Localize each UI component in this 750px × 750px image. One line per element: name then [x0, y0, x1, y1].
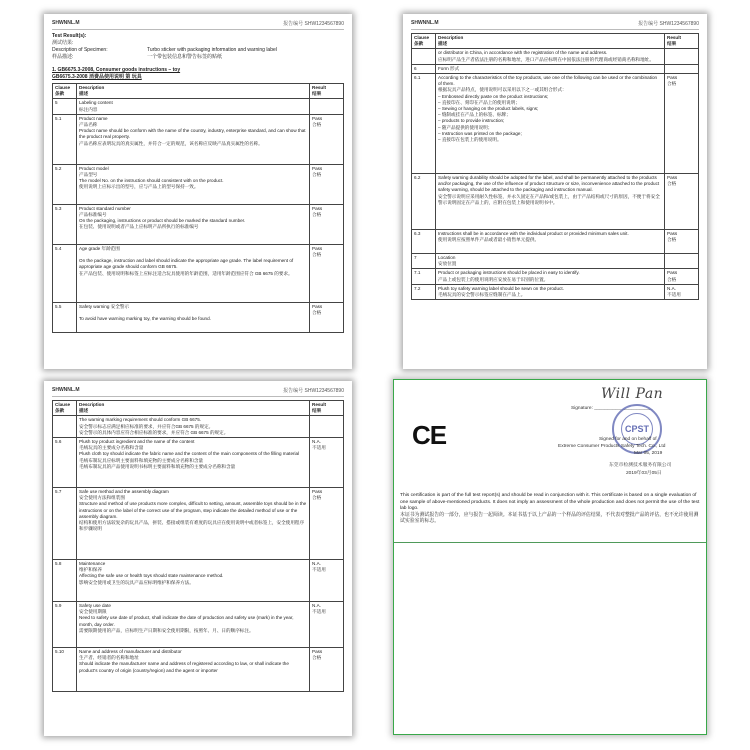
clause-cell: 5.3 [53, 204, 77, 244]
table-row [412, 269, 699, 284]
th-clause: Clause [55, 85, 71, 90]
results-table [411, 33, 699, 300]
certificate-date: Mar 05, 2019 [634, 451, 663, 456]
row-line: Product or packaging instructions should be placed in easy to identify. [438, 270, 580, 276]
table-row [412, 49, 699, 64]
row-line: 需要限期使用的产品，应标明生产日期和安全使用期限，按照年、月、日的顺序标注。 [79, 627, 254, 633]
desc-cn-cell: 产品名称 [79, 122, 98, 128]
table-row [53, 244, 344, 302]
result-cell: Pass [667, 175, 678, 181]
desc-cell: Product name [79, 115, 108, 121]
th-clause: Clause [55, 402, 71, 407]
row-line: Should indicate the manufacturer name and address of registered according to law, or shall indicate the product's country of origin (country/region) and the agent or importer [79, 661, 289, 673]
row-line: Safety use date [79, 603, 111, 609]
row-line: Need to safety use date of product, shall indicate the date of production and safety use (mark) in the year, month, day order. [79, 615, 294, 627]
result-cn-cell: 合格 [667, 181, 677, 187]
header-right: 报告编号 SHW1234567890 [638, 21, 699, 27]
desc-value-cn: 一个带包装信息和警告标签的贴纸 [147, 54, 223, 60]
row-text-cn: 在产品包装、使用说明和标签上应标注适合玩具使用的年龄范围，适用年龄范围应符合 GB 6675 的要求。 [79, 270, 293, 276]
th-result: Result [312, 402, 327, 407]
desc-cell: Age grade [79, 245, 101, 251]
clause-cell: 5.10 [53, 648, 77, 692]
row-line: 安全警示的具体内容应符合相应标准的要求，并应符合 GB 6675 的规定。 [79, 429, 229, 435]
clause-cell: 6 [412, 64, 436, 73]
result-cn-cell: 不适用 [312, 609, 326, 615]
desc-label-cn: 样品描述: [52, 54, 74, 60]
row-line: 安全警示说明应采用耐久性标签，并永久固定在产品和/或包装上，由于产品结构或尺寸的原因，不便于将安全警示说明固定在产品上的，应附在包装上和使用说明书中。 [438, 193, 660, 205]
clause-cell: 7.1 [412, 269, 436, 284]
th-result-cn: 结果 [312, 91, 322, 97]
row-line: 安放位置 [438, 261, 457, 267]
table-row [53, 164, 344, 204]
th-result-cn: 结果 [667, 41, 677, 47]
result-cn-cell: 合格 [312, 212, 322, 218]
th-result-cn: 结果 [312, 408, 322, 414]
result-cell: N.A. [312, 439, 321, 445]
result-cn-cell: 合格 [312, 172, 322, 178]
result-cn-cell: 合格 [312, 310, 322, 316]
table-row [53, 416, 344, 438]
row-text-cn: 使用说明上应标示出的型号，应与产品上的型号保持一致。 [79, 184, 199, 190]
signature-line: Signature: ______________________ [571, 406, 653, 411]
th-desc-cn: 描述 [438, 41, 448, 47]
clause-cell: 7 [412, 254, 436, 269]
row-line: Plush toy product ingredient and the name of the content [79, 439, 195, 445]
clause-cell: 5.7 [53, 488, 77, 560]
result-cell: Pass [667, 231, 678, 237]
row-text: The model No. on the instruction should consistent with on the product. [79, 178, 224, 184]
result-cell: Pass [312, 205, 323, 211]
row-line: 毛绒布制玩具应标明主要面料和填充物的主要成分名称和含量 [79, 457, 204, 463]
header-left: SHWNNL.M [52, 20, 80, 26]
test-meta [52, 33, 344, 61]
ce-mark-icon: CE [412, 420, 447, 450]
row-line: Instructions shall be in accordance with the individual product or provided minimum sales unit. [438, 231, 629, 237]
clause-cell: 6.3 [412, 230, 436, 254]
result-cn-cell: 合格 [312, 495, 322, 501]
disclaimer-cn: 本证书为测试报告的一部分，应与报告一起阅读。本证书基于以上产品的一个样品的评估结果，不代表对整批产品的评估，也不允许使用测试实验室的标志。 [400, 512, 699, 525]
handwritten-signature: Will Pan [601, 386, 664, 402]
result-cell: N.A. [312, 561, 321, 567]
desc-cell: Safety warning [79, 303, 110, 309]
intro-text: or distributor in China, in accordance with the registration of the name and address. [438, 50, 608, 56]
clause-cell: 5.1 [53, 114, 77, 164]
result-cell: Pass [312, 115, 323, 121]
row-line: 毛绒玩具的安全警示标签应缝制在产品上。 [438, 292, 526, 298]
th-desc-cn: 描述 [79, 91, 89, 97]
table-row [53, 560, 344, 602]
desc-label: Description of Specimen: [52, 47, 108, 53]
table-row [53, 602, 344, 648]
row-line: Location [438, 255, 456, 261]
result-cn-cell: 合格 [667, 81, 677, 87]
desc-cn-cell: 形式 [450, 65, 460, 71]
header-left: SHWNNL.M [411, 20, 439, 26]
ce-certificate [393, 379, 707, 735]
clause-cell: 5.2 [53, 164, 77, 204]
row-text-cn: 在包装、使用说明或者产品上应标明产品所执行的标准编号 [79, 224, 199, 230]
clause-cell: 7.2 [412, 284, 436, 299]
th-clause-cn: 条款 [414, 41, 424, 47]
disclaimer-en: This certification is part of the full test report(s) and should be read in conjunction with it. This certificate is based on a single evaluation of one sample of above-mentioned products. It does not imply an assessment of the whole production and does not permit the use of the test lab logo. [400, 493, 700, 512]
table-row [53, 99, 344, 114]
th-desc-cn: 描述 [79, 408, 89, 414]
desc-cn-cell: 安全警示 [110, 303, 130, 309]
row-line: 安全警示标志应满足相应标准的要求，并应符合GB 6675 的规定。 [79, 423, 214, 429]
desc-cell: Product model [79, 165, 109, 171]
stamp-text: CPST [621, 413, 653, 445]
row-line: Structure and method of use products more complex, difficult to setting, amount, assemble toys should be in the instructions or on the label of the correct use of the program, step indicate the detailed method of use or the assembly diagram. [79, 501, 307, 519]
row-line: 安全使用期限 [79, 609, 107, 615]
clause-cell: 5.9 [53, 602, 77, 648]
clause-cell: 5.5 [53, 302, 77, 332]
th-result: Result [667, 35, 682, 40]
row-line: – 随产品提供的使用说明； [438, 124, 493, 130]
th-desc: Description [79, 85, 105, 90]
desc-cell: Form [438, 65, 449, 71]
result-cn-cell: 不适用 [667, 292, 681, 298]
table-row [412, 284, 699, 299]
row-line: 毛绒布制玩具的产品使用说明书标明主要面料和填充物的主要成分名称和含量 [79, 463, 236, 469]
clause-cell: 5.8 [53, 560, 77, 602]
result-cn-cell: 不适用 [312, 567, 326, 573]
section-title: 1. GB6675.3-2008, Consumer goods instructions – toy [52, 67, 181, 73]
desc-cell: Product standard number [79, 205, 131, 211]
result-cn-cell: 合格 [312, 655, 322, 661]
divider-line [394, 542, 707, 543]
clause-cell: 5 [53, 99, 77, 114]
row-line: – Instruction was printed on the package; [438, 130, 522, 136]
page-header [411, 20, 699, 30]
desc-cn-cell: 标注内容 [79, 106, 98, 112]
row-line: 根据玩具产品特点，使用说明可以采用以下之一或其组合形式： [438, 87, 567, 93]
row-line: Safe use method and the assembly diagram [79, 489, 169, 495]
table-row [412, 230, 699, 254]
clause-cell: 6.1 [412, 74, 436, 174]
certificate-date-cn: 2019年03月05日 [626, 471, 662, 476]
th-clause-cn: 条款 [55, 91, 65, 97]
result-cn-cell: 合格 [312, 252, 322, 258]
result-cell: Pass [667, 270, 678, 276]
header-left: SHWNNL.M [52, 387, 80, 393]
row-line: 产品上或包装上的使用说明应安放在易于识别的位置。 [438, 276, 549, 282]
table-row [412, 64, 699, 73]
desc-value: Turbo sticker with packaging information and warning label [147, 47, 277, 53]
intro-text-cn: 应标明产品生产者依法注册的名称和地址，进口产品应标明在中国依法注册的代理商或经销商名称和地址。 [438, 56, 654, 62]
result-cn-cell: 合格 [667, 237, 677, 243]
th-result: Result [312, 85, 327, 90]
report-page-3 [44, 381, 352, 736]
row-line: 影响安全使用或卫生的玩具产品应标明维护和保养方法。 [79, 579, 194, 585]
page-header [52, 20, 344, 30]
table-row [53, 488, 344, 560]
test-result-cn: 测试结果: [52, 40, 74, 46]
desc-cn-cell: 产品标准编号 [79, 212, 107, 218]
row-line: – Sewing or hanging on the product labels, signs; [438, 106, 539, 112]
row-line: 安全使用方法和组装图 [79, 495, 125, 501]
table-row [53, 302, 344, 332]
table-header-row [53, 401, 344, 416]
row-text: On the packaging, instructions or product should be marked the standard number. [79, 218, 246, 224]
result-cell: N.A. [312, 603, 321, 609]
row-line: – 直接印在包装上的使用说明。 [438, 137, 502, 143]
table-row [412, 174, 699, 230]
table-row [412, 74, 699, 174]
row-line: – 缝制或挂在产品上的标签、标牌； [438, 112, 511, 118]
row-line: 维护和保养 [79, 567, 102, 573]
row-line: According to the characteristics of the toy products, use one of the following can be used or the combination of them. [438, 75, 658, 87]
result-cell: Pass [312, 649, 323, 655]
row-text-cn: 产品名称应表明玩具的真实属性，并符合一定的规范，该名称应反映产品真实属性的名称。 [79, 140, 263, 146]
report-page-1 [44, 14, 352, 369]
th-clause: Clause [414, 35, 430, 40]
row-line: Name and address of manufacturer and distributor [79, 649, 182, 655]
table-row [53, 204, 344, 244]
th-desc: Description [438, 35, 464, 40]
table-header-row [53, 84, 344, 99]
row-line: The warning marking requirement should conform GB 6675. [79, 417, 202, 423]
company-name-cn: 东莞市检测技术服务有限公司 [609, 463, 672, 468]
result-cell: Pass [312, 303, 323, 309]
row-line: – 直接印在、刻印在产品上的使用说明； [438, 99, 520, 105]
th-clause-cn: 条款 [55, 408, 65, 414]
header-right: 报告编号 SHW1234567890 [283, 388, 344, 394]
section-title-cn: GB6675.3-2008 消费品使用说明 第 玩具 [52, 73, 142, 80]
result-cn-cell: 不适用 [312, 445, 326, 451]
row-line: Plush toy safety warning label should be sewn on the product. [438, 285, 564, 291]
row-line: 结构和使用方法较复杂的玩具产品，拼装、搭接或组装有难度的玩具应在使用说明中或者标签上，安全使用程序和步骤说明 [79, 520, 305, 532]
row-line: – Embossed directly paste on the product instructions; [438, 93, 549, 99]
result-cell: Pass [667, 75, 678, 81]
table-header-row [412, 34, 699, 49]
row-line: Maintenance [79, 561, 106, 567]
result-cell: Pass [312, 165, 323, 171]
table-row [412, 254, 699, 269]
row-text: To avoid have warning marking toy, the warning should be found. [79, 316, 211, 322]
row-line: Plush cloth toy should indicate the fabric name and the content of the main components of the filling material [79, 451, 300, 457]
page-header [52, 387, 344, 397]
desc-cell: Labeling content [79, 100, 113, 106]
clause-cell: 5.6 [53, 438, 77, 488]
header-right: 报告编号 SHW1234567890 [283, 21, 344, 27]
company-name-en: Extreme Consumer Products Safety Tech. Co., Ltd [558, 444, 666, 449]
row-line: 生产者、经销者的名称和地址 [79, 655, 139, 661]
results-table [52, 400, 344, 692]
disclaimer [400, 493, 700, 526]
report-page-2 [403, 14, 707, 369]
row-line: Affecting the safe use or health toys should state maintenance method. [79, 573, 224, 579]
row-line: 使用说明应按照单件产品或者最小销售单元提供。 [438, 237, 540, 243]
desc-cn-cell: 产品型号 [79, 172, 98, 178]
row-line: 毛绒玩具的主要成分名称和含量 [79, 445, 144, 451]
row-line: – products to provide instruction; [438, 118, 505, 124]
row-text: Product name should be conform with the name of the country, industry, enterprise standard, and can show that the product real property. [79, 128, 306, 140]
signature-label: Signature: [571, 406, 593, 411]
results-table [52, 83, 344, 333]
clause-cell: 6.2 [412, 174, 436, 230]
result-cell: Pass [312, 489, 323, 495]
clause-cell: 5.4 [53, 244, 77, 302]
table-row [53, 648, 344, 692]
table-row [53, 114, 344, 164]
signed-for-text: Signed for and on behalf of [599, 437, 657, 442]
row-line: Safety warning durability should be adopted for the label, and shall be permanently attached to the products and/or packaging, the use of the influence of product structure or size, inconvenience attached to the product safety warning, should be attached to the packaging and instruction manual. [438, 175, 660, 193]
desc-cn-cell: 年龄范围 [101, 245, 120, 251]
th-desc: Description [79, 402, 105, 407]
result-cn-cell: 合格 [312, 122, 322, 128]
table-row [53, 438, 344, 488]
result-cell: Pass [312, 245, 323, 251]
row-text: On the package, instruction and label should indicate the appropriate age grade. The label requirement of appropriate age grade should conform GB 6675. [79, 258, 294, 270]
result-cell: N.A. [667, 285, 676, 291]
result-cn-cell: 合格 [667, 276, 677, 282]
test-result-label: Test Result(s): [52, 33, 87, 39]
